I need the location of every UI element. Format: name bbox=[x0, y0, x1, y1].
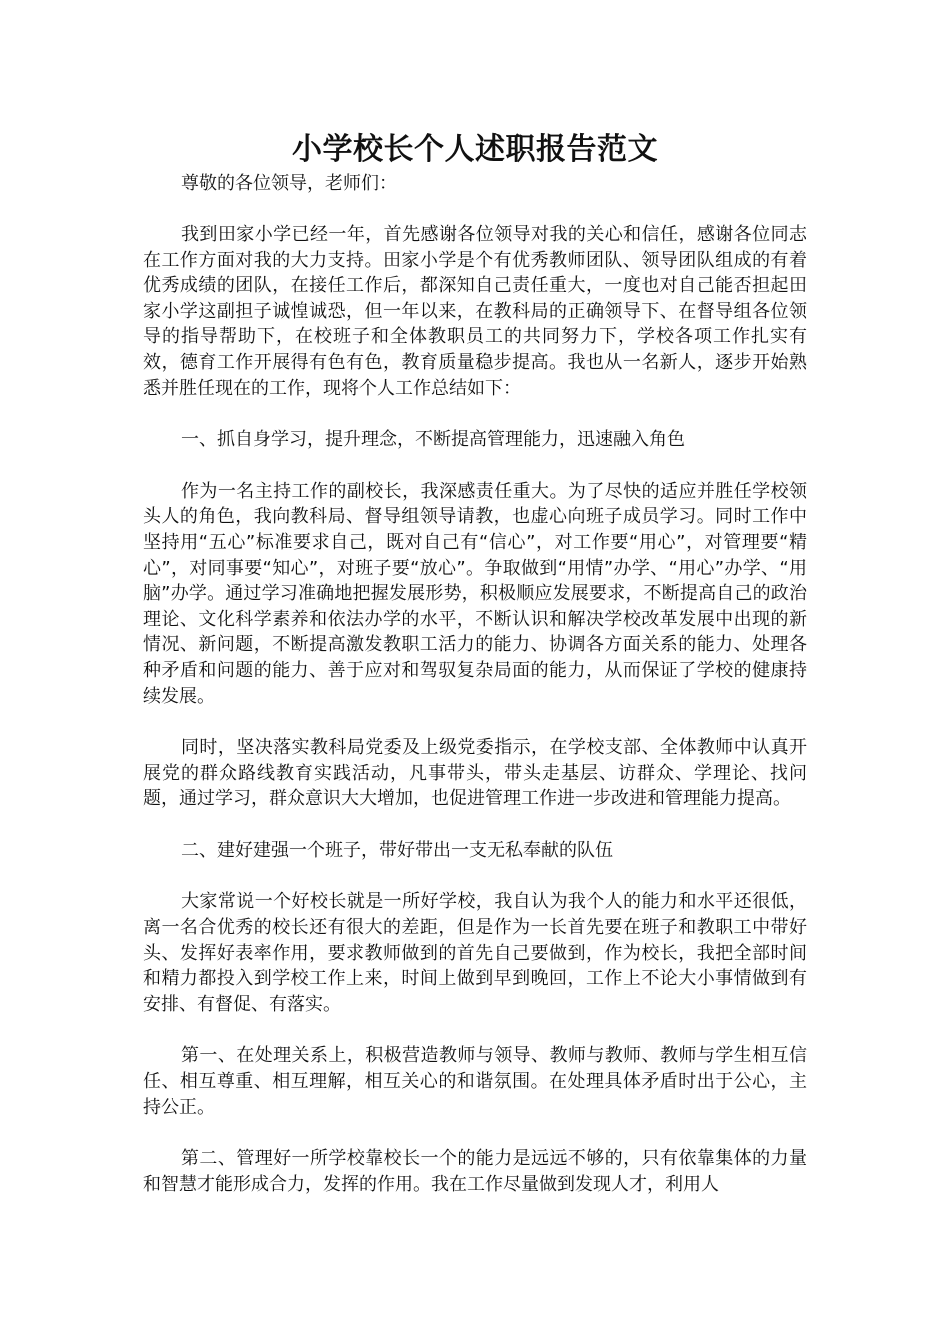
paragraph-gap bbox=[143, 401, 807, 427]
paragraph-gap bbox=[143, 1017, 807, 1043]
paragraph-party: 同时，坚决落实教科局党委及上级党委指示，在学校支部、全体教师中认真开展党的群众路线教育实践活动，凡事带头，带头走基层、访群众、学理论、找问题，通过学习，群众意识大大增加，也促进管理工作进一步改进和管理能力提高。 bbox=[143, 737, 807, 810]
document-page bbox=[143, 128, 807, 1197]
section-heading-1: 一、抓自身学习，提升理念，不断提高管理能力，迅速融入角色 bbox=[181, 429, 685, 451]
document-title: 小学校长个人述职报告范文 bbox=[292, 132, 658, 167]
section-heading-2: 二、建好建强一个班子，带好带出一支无私奉献的队伍 bbox=[181, 839, 613, 861]
paragraph-gap bbox=[143, 812, 807, 838]
paragraph-learning: 作为一名主持工作的副校长，我深感责任重大。为了尽快的适应并胜任学校领头人的角色，我向教科局、督导组领导请教，也虚心向班子成员学习。同时工作中坚持用“五心”标准要求自己，既对自己有“信心”，对工作要“用心”，对管理要“精心”，对同事要“知心”，对班子要“放心”。争取做到“用情”办学、“用心”办学、“用脑”办学。通过学习准确地把握发展形势，积极顺应发展要求，不断提高自己的政治理论、文化科学素养和依法办学的水平，不断认识和解决学校改革发展中出现的新情况、新问题，不断提高激发教职工活力的能力、协调各方面关系的能力、处理各种矛盾和问题的能力、善于应对和驾驭复杂局面的能力，从而保证了学校的健康持续发展。 bbox=[143, 480, 807, 707]
paragraph-intro: 我到田家小学已经一年，首先感谢各位领导对我的关心和信任，感谢各位同志在工作方面对我的大力支持。田家小学是个有优秀教师团队、领导团队组成的有着优秀成绩的团队，在接任工作后，都深知自己责任重大，一度也对自己能否担起田家小学这副担子诚惶诚恐，但一年以来，在教科局的正确领导下、在督导组各位领导的指导帮助下，在校班子和全体教职员工的共同努力下，学校各项工作扎实有效，德育工作开展得有色有色，教育质量稳步提高。我也从一名新人，逐步开始熟悉并胜任现在的工作，现将个人工作总结如下： bbox=[143, 224, 807, 399]
paragraph-gap bbox=[143, 863, 807, 889]
paragraph-gap bbox=[143, 709, 807, 735]
paragraph-relations: 第一、在处理关系上，积极营造教师与领导、教师与教师、教师与学生相互信任、相互尊重、相互理解，相互关心的和谐氛围。在处理具体矛盾时出于公心，主持公正。 bbox=[143, 1045, 807, 1118]
paragraph-gap bbox=[143, 1120, 807, 1146]
paragraph-team: 大家常说一个好校长就是一所好学校，我自认为我个人的能力和水平还很低，离一名合优秀的校长还有很大的差距，但是作为一长首先要在班子和教职工中带好头、发挥好表率作用，要求教师做到的首先自己要做到，作为校长，我把全部时间和精力都投入到学校工作上来，时间上做到早到晚回，工作上不论大小事情做到有安排、有督促、有落实。 bbox=[143, 891, 807, 1015]
paragraph-gap bbox=[143, 196, 807, 222]
salutation: 尊敬的各位领导，老师们： bbox=[181, 173, 397, 194]
paragraph-collective: 第二、管理好一所学校靠校长一个的能力是远远不够的，只有依靠集体的力量和智慧才能形成合力，发挥的作用。我在工作尽量做到发现人才，利用人 bbox=[143, 1148, 807, 1195]
paragraph-gap bbox=[143, 453, 807, 479]
